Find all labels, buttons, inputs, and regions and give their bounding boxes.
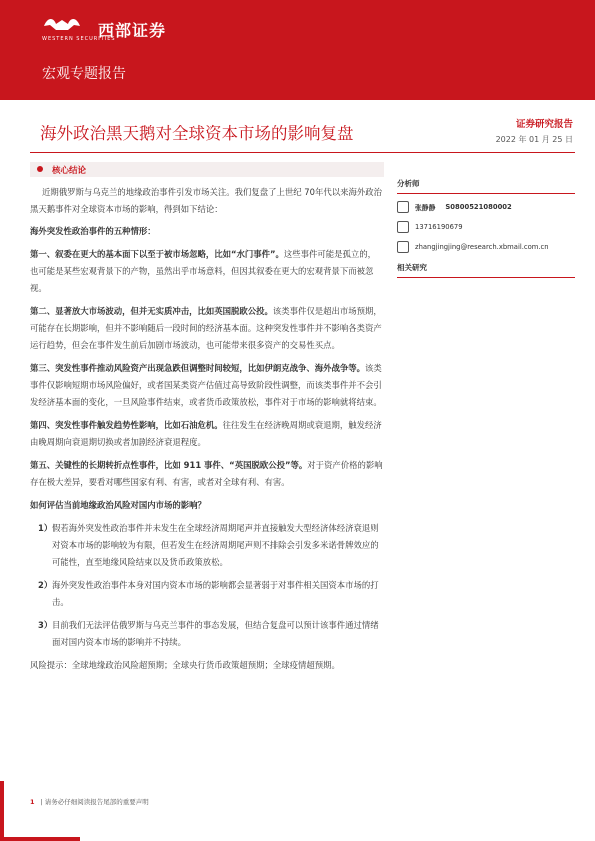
footer-disclaimer: 请务必仔细阅读报告尾部的重要声明: [44, 798, 149, 806]
corner-accent: [0, 781, 4, 841]
section-title-assessment: 如何评估当前地缘政治风险对国内市场的影响？: [30, 500, 206, 510]
analyst-phone: 13716190679: [415, 223, 463, 231]
sidebar-divider: [397, 277, 575, 278]
report-date: 2022 年 01 月 25 日: [495, 135, 573, 144]
analyst-phone-row: [397, 220, 575, 234]
assessment-list: [30, 520, 384, 651]
header-band: [0, 0, 595, 100]
analyst-name-row: [397, 200, 575, 214]
list-item: 2） 海外突发性政治事件本身对国内资本市场的影响都会显著弱于对事件相关国资本市场的打击。: [38, 580, 379, 607]
page-title: 海外政治黑天鹅对全球资本市场的影响复盘: [40, 124, 354, 143]
footer: [30, 797, 149, 806]
phone-icon: [397, 221, 409, 233]
analyst-heading: 分析师: [397, 179, 420, 188]
analyst-email-row: [397, 240, 575, 254]
risk-warning: 风险提示：全球地缘政治风险超预期；全球央行货币政策超预期；全球疫情超预期。: [30, 660, 340, 670]
list-item: 3） 目前我们无法评估俄罗斯与乌克兰事件的事态发展，但结合复盘可以预计该事件通过情绪面对国内资本市场的影响并不持续。: [38, 620, 379, 647]
footer-divider: |: [40, 798, 45, 806]
logo-chinese: 西部证券: [98, 21, 167, 40]
list-item: 1） 假若海外突发性政治事件并未发生在全球经济周期尾声并直接触发大型经济体经济衰退则对资本市场的影响较为有限，但若发生在经济周期尾声则不排除会引发多米诺骨牌效应的可能性，直至地缘风险结束以及货币政策放松。: [38, 523, 379, 567]
corner-accent: [0, 837, 80, 841]
sidebar: [397, 178, 575, 278]
bull-logo-icon: [42, 14, 82, 36]
case-paragraph: 第二、显著放大市场波动，但并无实质冲击，比如英国脱欧公投。该类事件仅是超出市场预期，可能存在长期影响，但并不影响随后一段时间的经济基本面。这种突发性事件并不影响各类资产运行趋势，但会在事件发生前后加剧市场波动，也可能带来很多资产的交易性买点。: [30, 306, 382, 350]
bullet-dot-icon: [37, 166, 43, 172]
core-conclusion-label: 核心结论: [52, 166, 87, 176]
analyst-name: 张静静: [415, 204, 436, 212]
case-paragraph: 第四、突发性事件触发趋势性影响，比如石油危机。往往发生在经济晚周期或衰退期，触发经济由晚周期向衰退期切换或者加剧经济衰退程度。: [30, 420, 382, 447]
case-paragraph: 第五、关键性的长期转折点性事件，比如 911 事件、“英国脱欧公投”等。对于资产价格的影响存在极大差异，要看对哪些国家有利、有害，或者对全球有利、有害。: [30, 460, 383, 487]
divider: [30, 152, 575, 153]
related-section: [397, 262, 575, 278]
report-category: 宏观专题报告: [42, 66, 126, 82]
main-body: [30, 184, 384, 674]
report-type: 证券研究报告: [515, 119, 573, 130]
email-icon: [397, 241, 409, 253]
related-heading: 相关研究: [397, 263, 427, 272]
sidebar-divider: [397, 193, 575, 194]
section-title-cases: 海外突发性政治事件的五种情形：: [30, 226, 156, 236]
person-icon: [397, 201, 409, 213]
analyst-cert: S0800521080002: [445, 203, 512, 211]
case-paragraph: 第三、突发性事件推动风险资产出现急跌但调整时间较短，比如伊朗克战争、海外战争等。该类事件仅影响短期市场风险偏好，或者国某类资产估值过高导致阶段性调整，而该类事件并不会引发经济基本面的变化，一旦风险事件结束，或者货币政策放松，事件对于市场的影响就将结束。: [30, 363, 382, 407]
case-paragraph: 第一、叙委在更大的基本面下以至于被市场忽略，比如“水门事件”。这些事件可能是孤立的，也可能是某些宏观背景下的产物，虽然出乎市场意料，但因其叙委在更大的宏观背景下而被忽视。: [30, 249, 377, 293]
analyst-email[interactable]: zhangjingjing@research.xbmail.com.cn: [415, 243, 549, 251]
intro-paragraph: 近期俄罗斯与乌克兰的地缘政治事件引发市场关注。我们复盘了上世纪 70年代以来海外政治黑天鹅事件对全球资本市场的影响，得到如下结论：: [30, 187, 382, 214]
logo-english: WESTERN SECURITIES: [42, 36, 116, 42]
page-number: 1: [30, 798, 35, 806]
